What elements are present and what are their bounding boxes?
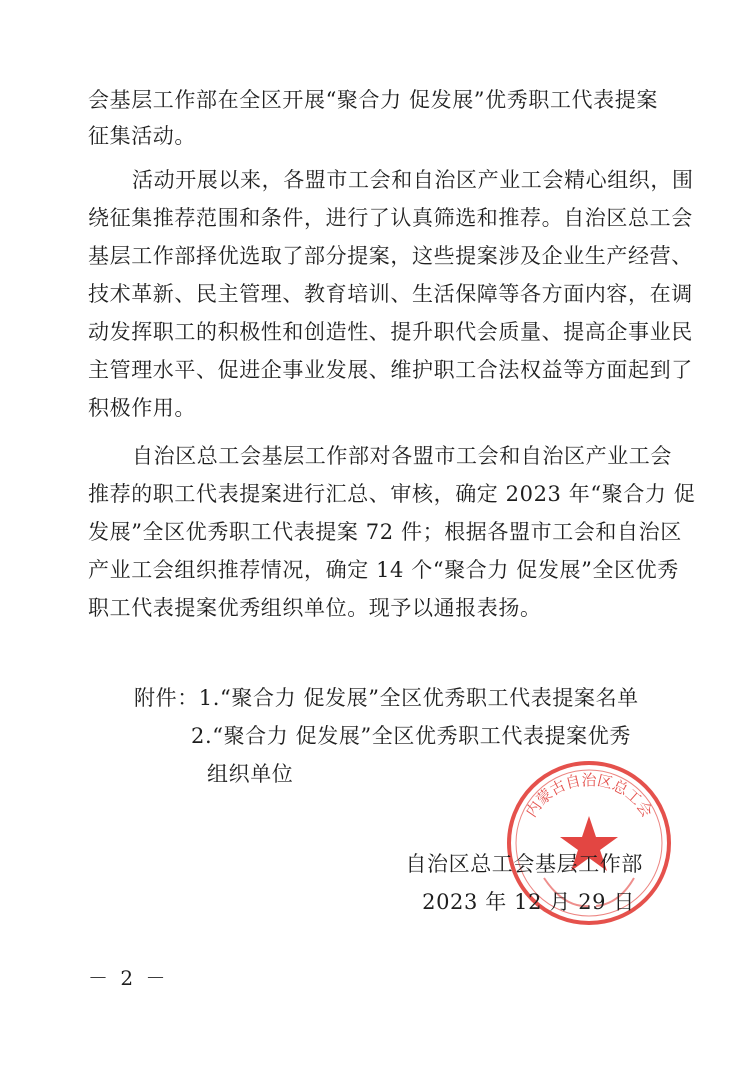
page-number: － 2 － (88, 966, 169, 990)
text-line: 技术革新、民主管理、教育培训、生活保障等各方面内容，在调 (88, 282, 693, 306)
text-line: 自治区总工会基层工作部对各盟市工会和自治区产业工会 (132, 444, 672, 468)
text-line: 推荐的职工代表提案进行汇总、审核，确定 2023 年“聚合力 促 (88, 482, 696, 506)
text-line: 绕征集推荐范围和条件，进行了认真筛选和推荐。自治区总工会 (88, 206, 693, 230)
text-line: 职工代表提案优秀组织单位。现予以通报表扬。 (88, 596, 542, 620)
attachment-line: 附件：1.“聚合力 促发展”全区优秀职工代表提案名单 (134, 686, 639, 710)
attachment-line: 组织单位 (207, 762, 294, 786)
attachment-line: 2.“聚合力 促发展”全区优秀职工代表提案优秀 (191, 724, 631, 748)
text-line: 动发挥职工的积极性和创造性、提升职代会质量、提高企事业民 (88, 320, 693, 344)
text-line: 基层工作部择优选取了部分提案，这些提案涉及企业生产经营、 (88, 244, 693, 268)
text-line: 征集活动。 (88, 124, 196, 148)
svg-text:内蒙古自治区总工会: 内蒙古自治区总工会 (522, 770, 656, 821)
text-line: 积极作用。 (88, 396, 196, 420)
text-line: 主管理水平、促进企事业发展、维护职工合法权益等方面起到了 (88, 358, 693, 382)
signature: 自治区总工会基层工作部 (405, 852, 643, 876)
text-line: 产业工会组织推荐情况，确定 14 个“聚合力 促发展”全区优秀 (88, 558, 679, 582)
date: 2023 年 12 月 29 日 (422, 890, 635, 914)
text-line: 会基层工作部在全区开展“聚合力 促发展”优秀职工代表提案 (88, 88, 658, 112)
text-line: 发展”全区优秀职工代表提案 72 件；根据各盟市工会和自治区 (88, 520, 682, 544)
text-line: 活动开展以来，各盟市工会和自治区产业工会精心组织，围 (132, 168, 694, 192)
